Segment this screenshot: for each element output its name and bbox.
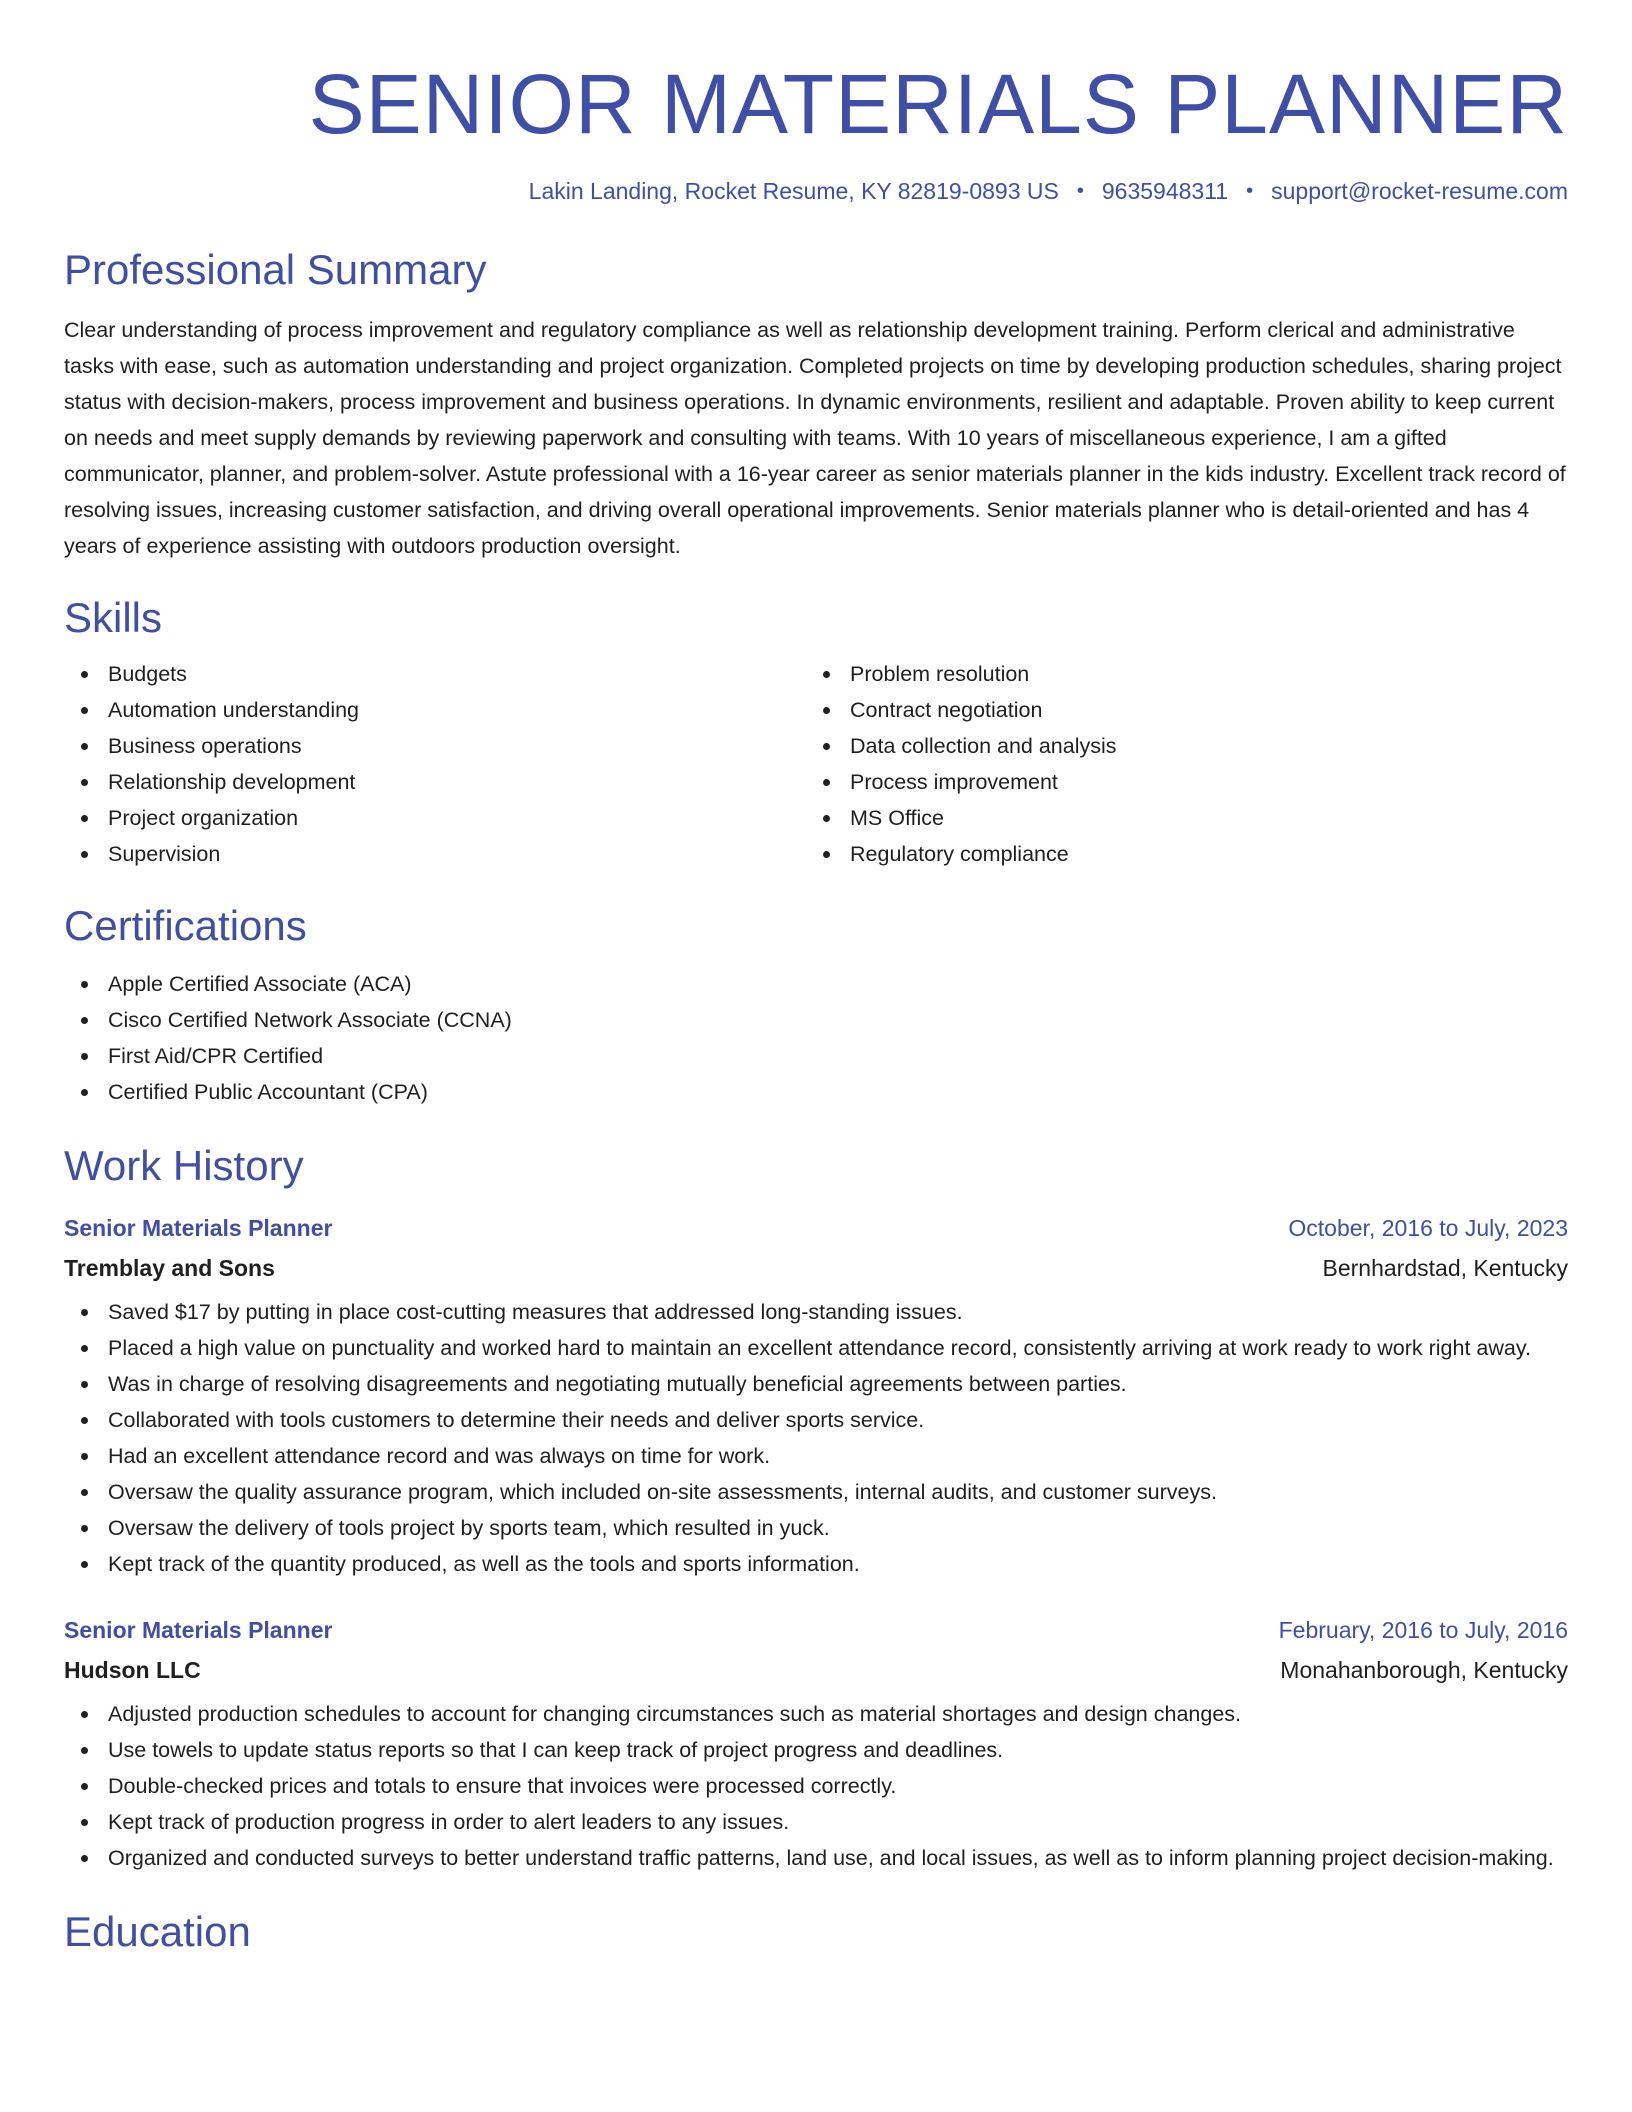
resume-name: SENIOR MATERIALS PLANNER [308, 57, 1568, 151]
job-header [64, 1614, 1568, 1646]
job-bullet: Adjusted production schedules to account for changing circumstances such as material shortages and design changes. [64, 1696, 1568, 1732]
job-subheader [64, 1654, 1568, 1686]
contact-line [64, 176, 1568, 206]
certifications-list [64, 966, 1568, 1110]
certification-item: Certified Public Accountant (CPA) [64, 1074, 1568, 1110]
job-header [64, 1212, 1568, 1244]
skills-column-left [64, 656, 806, 872]
skill-item: Supervision [64, 836, 806, 872]
job-bullet: Placed a high value on punctuality and worked hard to maintain an excellent attendance record, consistently arriving at work ready to work right away. [64, 1330, 1568, 1366]
skills-list [64, 656, 1568, 872]
summary-heading: Professional Summary [64, 246, 487, 293]
skill-item: Data collection and analysis [806, 728, 1548, 764]
skill-item: Project organization [64, 800, 806, 836]
skill-item: Problem resolution [806, 656, 1548, 692]
skill-item: Process improvement [806, 764, 1548, 800]
job-bullets [64, 1696, 1568, 1876]
job-bullet: Organized and conducted surveys to better understand traffic patterns, land use, and local issues, as well as to inform planning project decision-making. [64, 1840, 1568, 1876]
job-location: Bernhardstad, Kentucky [1322, 1255, 1568, 1281]
skills-heading: Skills [64, 594, 163, 641]
job-dates: February, 2016 to July, 2016 [1278, 1617, 1568, 1643]
contact-separator: • [1076, 180, 1084, 202]
certification-item: First Aid/CPR Certified [64, 1038, 1568, 1074]
job-bullet: Use towels to update status reports so that I can keep track of project progress and deadlines. [64, 1732, 1568, 1768]
job-subheader [64, 1252, 1568, 1284]
job-bullet: Kept track of production progress in order to alert leaders to any issues. [64, 1804, 1568, 1840]
job-location: Monahanborough, Kentucky [1280, 1657, 1568, 1683]
job-company: Tremblay and Sons [64, 1255, 275, 1281]
job-entry [64, 1212, 1568, 1582]
summary-text: Clear understanding of process improvement and regulatory compliance as well as relationship development training. Perform clerical and administrative tasks with ease, such as automation understanding and project organization. Completed projects on time by developing production schedules, sharing project status with decision-makers, process improvement and business operations. In dynamic environments, resilient and adaptable. Proven ability to keep current on needs and meet supply demands by reviewing paperwork and consulting with teams. With 10 years of miscellaneous experience, I am a gifted communicator, planner, and problem-solver. Astute professional with a 16-year career as senior materials planner in the kids industry. Excellent track record of resolving issues, increasing customer satisfaction, and driving overall operational improvements. Senior materials planner who is detail-oriented and has 4 years of experience assisting with outdoors production oversight. [64, 318, 1566, 558]
contact-email: support@rocket-resume.com [1271, 178, 1568, 204]
job-title: Senior Materials Planner [64, 1215, 333, 1241]
certifications-heading: Certifications [64, 902, 307, 949]
skills-column-right [806, 656, 1548, 872]
skill-item: Relationship development [64, 764, 806, 800]
skill-item: MS Office [806, 800, 1548, 836]
skill-item: Contract negotiation [806, 692, 1548, 728]
contact-phone: 9635948311 [1101, 178, 1229, 204]
education-heading: Education [64, 1908, 251, 1955]
skill-item: Business operations [64, 728, 806, 764]
skill-item: Automation understanding [64, 692, 806, 728]
job-entry [64, 1614, 1568, 1876]
certification-item: Cisco Certified Network Associate (CCNA) [64, 1002, 1568, 1038]
job-bullet: Had an excellent attendance record and was always on time for work. [64, 1438, 1568, 1474]
job-company: Hudson LLC [64, 1657, 201, 1683]
job-bullet: Kept track of the quantity produced, as well as the tools and sports information. [64, 1546, 1568, 1582]
work-history-heading: Work History [64, 1142, 304, 1189]
job-bullet: Oversaw the delivery of tools project by sports team, which resulted in yuck. [64, 1510, 1568, 1546]
job-bullet: Collaborated with tools customers to determine their needs and deliver sports service. [64, 1402, 1568, 1438]
job-dates: October, 2016 to July, 2023 [1288, 1215, 1568, 1241]
job-title: Senior Materials Planner [64, 1617, 333, 1643]
job-bullet: Double-checked prices and totals to ensure that invoices were processed correctly. [64, 1768, 1568, 1804]
job-bullet: Oversaw the quality assurance program, which included on-site assessments, internal audits, and customer surveys. [64, 1474, 1568, 1510]
job-bullet: Saved $17 by putting in place cost-cutting measures that addressed long-standing issues. [64, 1294, 1568, 1330]
certification-item: Apple Certified Associate (ACA) [64, 966, 1568, 1002]
job-bullets [64, 1294, 1568, 1582]
skill-item: Budgets [64, 656, 806, 692]
job-bullet: Was in charge of resolving disagreements and negotiating mutually beneficial agreements between parties. [64, 1366, 1568, 1402]
contact-separator: • [1246, 180, 1254, 202]
skill-item: Regulatory compliance [806, 836, 1548, 872]
contact-address: Lakin Landing, Rocket Resume, KY 82819-0893 US [528, 178, 1059, 204]
